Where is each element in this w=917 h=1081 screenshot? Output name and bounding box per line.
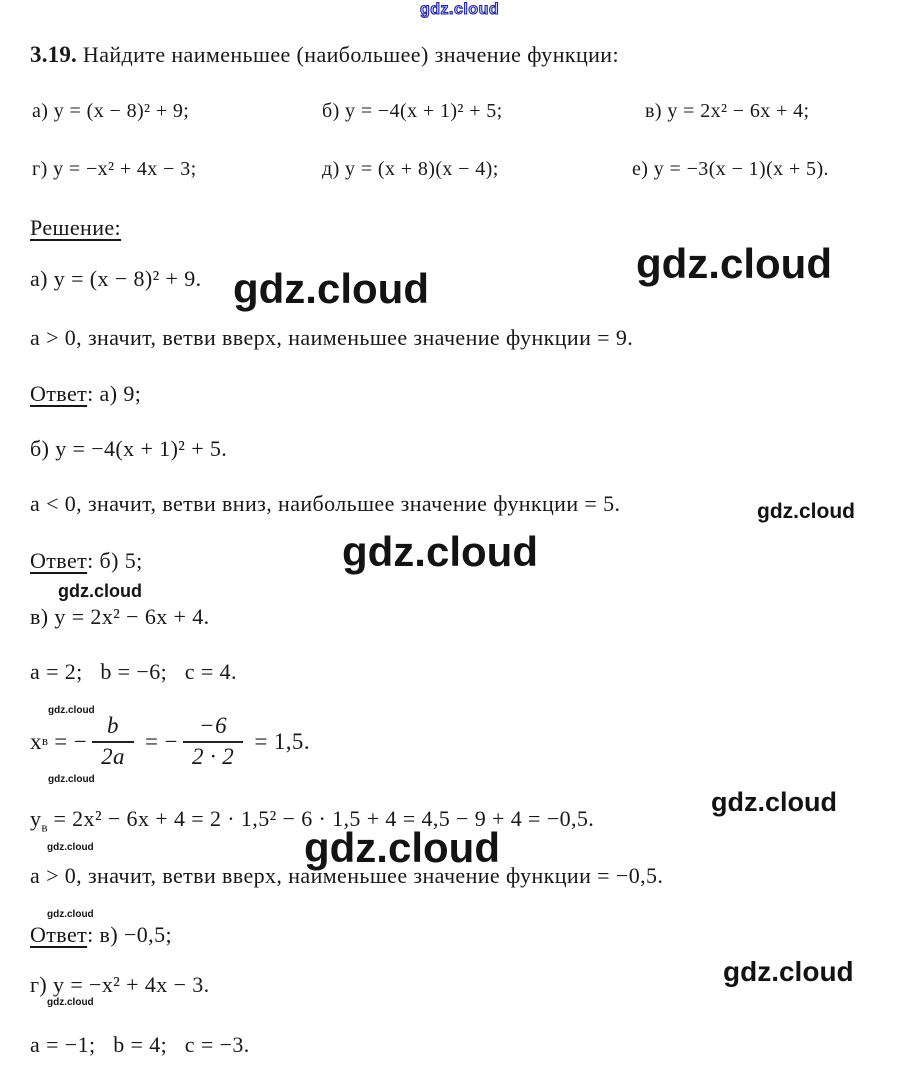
watermark-gdz-cloud-top: gdz.cloud bbox=[420, 1, 500, 18]
problem-e-label: е) bbox=[632, 158, 649, 180]
fraction-denominator: 2a bbox=[92, 741, 134, 772]
task-number: 3.19. bbox=[30, 42, 77, 67]
problem-a bbox=[32, 100, 189, 123]
solution-a-formula: а) y = (x − 8)² + 9. bbox=[30, 266, 202, 291]
watermark-gdz-cloud: gdz.cloud bbox=[47, 997, 94, 1008]
solution-heading-label: Решение: bbox=[30, 215, 122, 240]
solution-b-formula: б) y = −4(x + 1)² + 5. bbox=[30, 436, 228, 461]
problem-b-formula: y = −4(x + 1)² + 5; bbox=[345, 100, 503, 122]
problem-e bbox=[632, 158, 829, 181]
watermark-gdz-cloud: gdz.cloud bbox=[58, 581, 142, 601]
fraction-numerator: b bbox=[107, 713, 119, 738]
problem-d-label: д) bbox=[322, 158, 340, 180]
x-vertex-sub: в bbox=[41, 733, 49, 749]
problem-v-formula: y = 2x² − 6x + 4; bbox=[667, 100, 810, 122]
fraction-denominator: 2 · 2 bbox=[183, 741, 243, 772]
answer-value: : б) 5; bbox=[87, 548, 143, 573]
task-title: Найдите наименьшее (наибольшее) значение функции: bbox=[82, 42, 619, 67]
solution-v-coefficients: a = 2; b = −6; c = 4. bbox=[30, 659, 237, 684]
problem-g-label: г) bbox=[32, 158, 48, 180]
answer-label: Ответ bbox=[30, 922, 88, 947]
watermark-gdz-cloud: gdz.cloud bbox=[757, 500, 855, 523]
x-vertex-base: x bbox=[30, 728, 42, 754]
problem-b bbox=[322, 100, 503, 123]
solution-v-formula: в) y = 2x² − 6x + 4. bbox=[30, 604, 210, 629]
problem-b-label: б) bbox=[322, 100, 340, 122]
y-vertex-formula bbox=[30, 806, 594, 835]
solution-heading bbox=[30, 215, 121, 240]
solution-v-answer bbox=[30, 922, 172, 947]
watermark-gdz-cloud: gdz.cloud bbox=[342, 528, 538, 575]
solution-b-reasoning: a < 0, значит, ветви вниз, наибольшее значение функции = 5. bbox=[30, 491, 621, 516]
answer-value: : а) 9; bbox=[87, 381, 142, 406]
fraction-b-over-2a bbox=[92, 712, 134, 772]
solution-g-formula: г) y = −x² + 4x − 3. bbox=[30, 972, 210, 997]
answer-label: Ответ bbox=[30, 548, 88, 573]
problem-g-formula: y = −x² + 4x − 3; bbox=[53, 158, 197, 180]
solution-a-reasoning: a > 0, значит, ветви вверх, наименьшее значение функции = 9. bbox=[30, 325, 634, 350]
answer-label: Ответ bbox=[30, 381, 88, 406]
watermark-gdz-cloud: gdz.cloud bbox=[48, 705, 95, 716]
solution-a-answer bbox=[30, 381, 141, 406]
problem-d bbox=[322, 158, 499, 181]
equals-minus: = − bbox=[48, 728, 88, 754]
watermark-gdz-cloud: gdz.cloud bbox=[711, 787, 837, 817]
problem-a-label: а) bbox=[32, 100, 49, 122]
solution-g-coefficients: a = −1; b = 4; c = −3. bbox=[30, 1032, 250, 1057]
y-vertex-rest: = 2x² − 6x + 4 = 2 · 1,5² − 6 · 1,5 + 4 = 4,5 − 9 + 4 = −0,5. bbox=[47, 806, 595, 831]
watermark-gdz-cloud: gdz.cloud bbox=[304, 824, 500, 871]
problem-g bbox=[32, 158, 197, 181]
problem-v-label: в) bbox=[645, 100, 662, 122]
watermark-gdz-cloud: gdz.cloud bbox=[723, 956, 854, 987]
problem-d-formula: y = (x + 8)(x − 4); bbox=[345, 158, 499, 180]
problem-v bbox=[645, 100, 810, 123]
watermark-gdz-cloud: gdz.cloud bbox=[48, 774, 95, 785]
y-vertex-sub: в bbox=[41, 819, 48, 835]
watermark-gdz-cloud: gdz.cloud bbox=[233, 265, 429, 312]
watermark-gdz-cloud: gdz.cloud bbox=[636, 240, 832, 287]
answer-value: : в) −0,5; bbox=[87, 922, 172, 947]
x-vertex-result: = 1,5. bbox=[248, 728, 310, 754]
solution-v-reasoning: a > 0, значит, ветви вверх, наименьшее значение функции = −0,5. bbox=[30, 863, 664, 888]
watermark-gdz-cloud: gdz.cloud bbox=[47, 842, 94, 853]
problem-a-formula: y = (x − 8)² + 9; bbox=[53, 100, 190, 122]
equals-minus: = − bbox=[138, 728, 178, 754]
y-vertex-base: y bbox=[30, 806, 42, 831]
solution-b-answer bbox=[30, 548, 143, 573]
problem-e-formula: y = −3(x − 1)(x + 5). bbox=[653, 158, 829, 180]
task-header bbox=[30, 42, 619, 68]
fraction-numerator: −6 bbox=[199, 713, 227, 738]
fraction-minus6-over-2x2 bbox=[183, 712, 243, 772]
x-vertex-formula bbox=[30, 712, 310, 772]
watermark-gdz-cloud: gdz.cloud bbox=[47, 909, 94, 920]
